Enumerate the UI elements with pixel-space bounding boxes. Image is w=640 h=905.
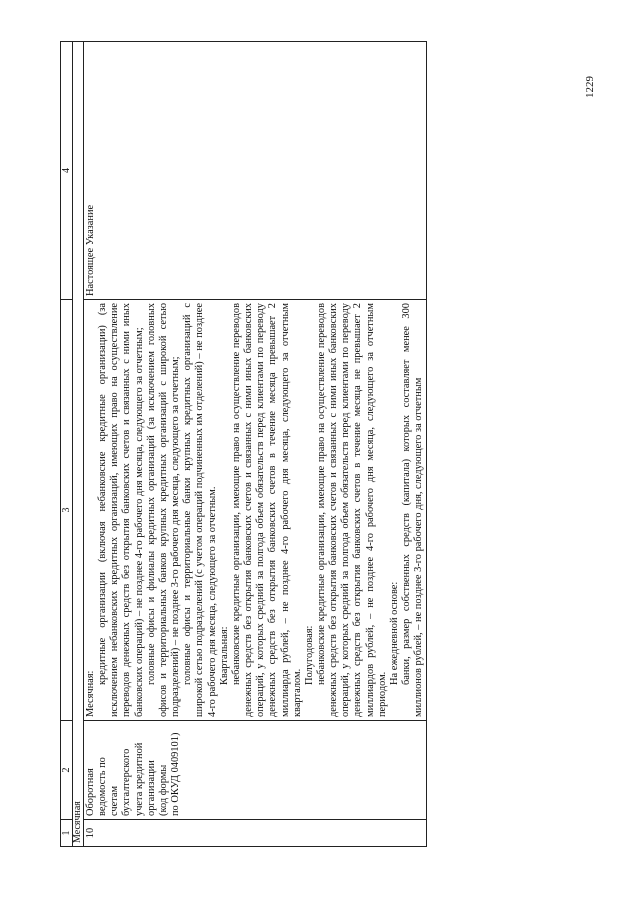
deadline-paragraph: головные офисы и филиалы кредитных организаций (за исключением головных офисов и территориальных банков крупных кредитных организаций с широкой сетью подразделений) – не позднее 3-го рабочего дня месяца, следующего за отчетным; (145, 303, 182, 717)
form-name-line: счетам бухгалтерского (109, 748, 133, 816)
form-name-line: Оборотная ведомость по (85, 757, 109, 816)
header-col-3: 3 (61, 300, 73, 721)
form-name-line: по ОКУД 0409101) (170, 732, 182, 816)
deadline-paragraph: небанковские кредитные организации, имеющие право на осуществление переводов денежных средств без открытия банковских счетов и связанных с ними иных банковских операций, у которых средний за полгода объем обязательств перед клиентами по переводу денежных средств без открытия банковских счетов в течение месяца превышает 2 миллиарда рублей, – не позднее 4-го рабочего дня месяца, следующего за отчетным кварталом. (230, 303, 303, 717)
deadline-paragraph: кредитные организации (включая небанковские кредитные организации) (за исключением небанковских кредитных организаций, имеющих право на осуществление переводов денежных средств без открытия банковских счетов и связанных с ними иных банковских операций) – не позднее 4-го рабочего дня месяца, следующего за отчетным; (97, 303, 145, 717)
deadline-paragraph: головные офисы и территориальные банки крупных кредитных организаций с широкой сетью подразделений (с учетом операций подчиненных им отделений) – не позднее 4-го рабочего дня месяца, следующего за отчетным. (182, 303, 218, 717)
deadline-heading: Квартальная: (218, 626, 230, 685)
section-row (73, 42, 84, 847)
deadline-cell (84, 300, 427, 721)
deadline-heading: Полугодовая: (303, 625, 315, 685)
table-row (84, 42, 427, 847)
row-number: 10 (84, 820, 427, 847)
deadline-paragraph: небанковские кредитные организации, имеющие право на осуществление переводов денежных средств без открытия банковских счетов и связанных с ними иных банковских операций, у которых средний за полгода объем обязательств перед клиентами по переводу денежных средств без открытия банковских счетов в течение месяца не превышает 2 миллиардов рублей, – не позднее 4-го рабочего дня месяца, следующего за отчетным периодом. (315, 303, 388, 717)
section-title: Месячная (73, 42, 84, 847)
form-name-line: учета кредитной (133, 742, 145, 816)
form-name-cell (84, 721, 427, 820)
deadline-heading: На ежедневной основе: (388, 581, 400, 685)
deadline-heading: Месячная: (85, 670, 96, 717)
header-col-4: 4 (61, 42, 73, 300)
form-name-line: организации (145, 760, 157, 816)
rotated-table-container (60, 62, 580, 847)
deadline-paragraph: банки, размер собственных средств (капитала) которых составляет менее 300 миллионов рублей, – не позднее 3-го рабочего дня, следующего за отчетным (401, 303, 425, 717)
header-col-2: 2 (61, 721, 73, 820)
header-row (61, 42, 73, 847)
report-forms-table (60, 41, 427, 847)
page-number: 1229 (584, 76, 596, 98)
basis-cell: Настоящее Указание (84, 42, 427, 300)
form-name-line: (код формы (157, 764, 169, 816)
header-col-1: 1 (61, 820, 73, 847)
